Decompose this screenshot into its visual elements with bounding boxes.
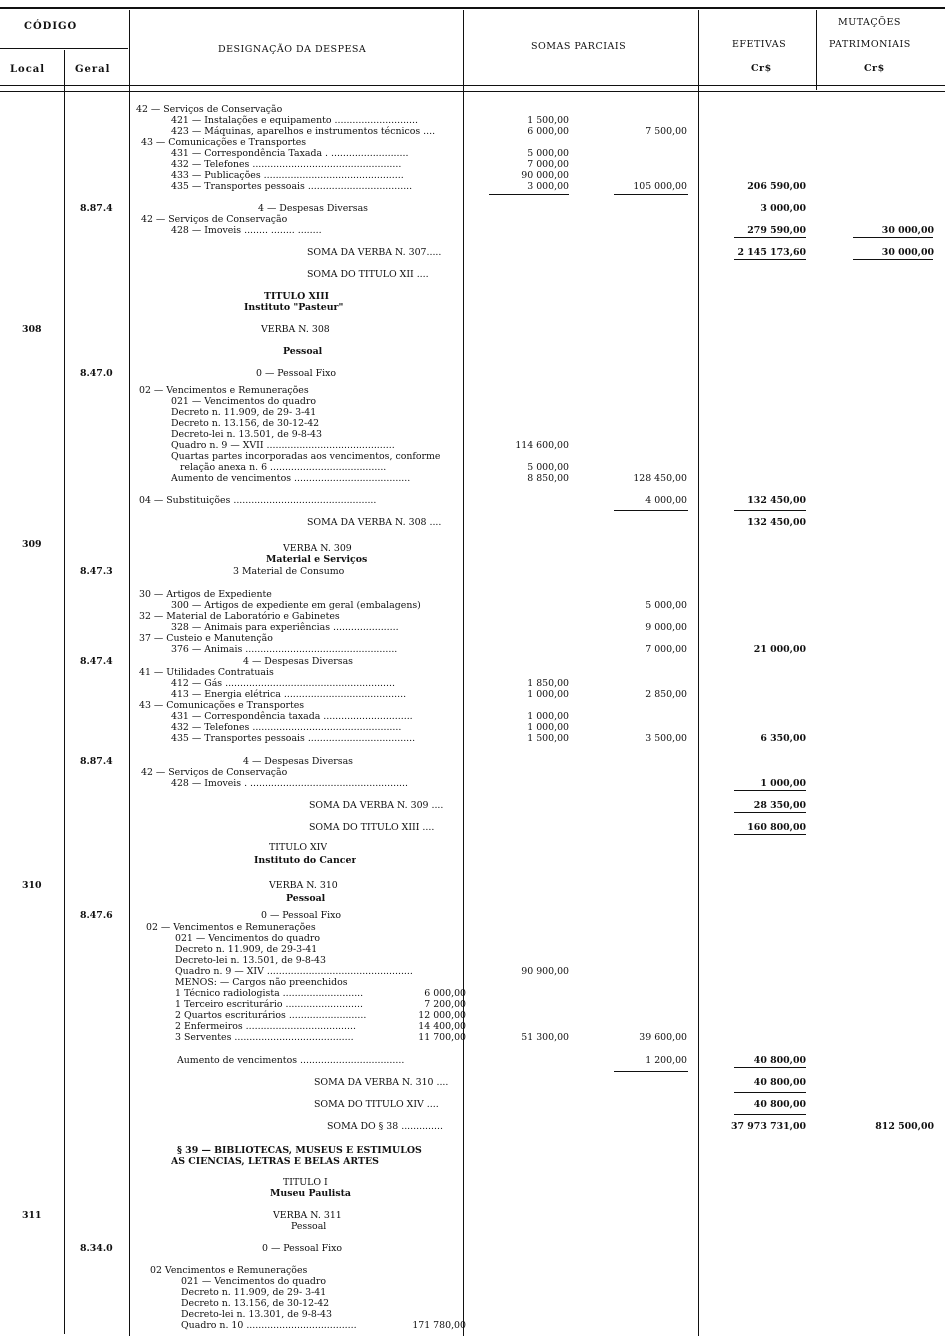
effective-value: 40 800,00 bbox=[753, 1077, 806, 1088]
partial-sum-2: 7 500,00 bbox=[645, 126, 687, 137]
expense-description: 3 Material de Consumo bbox=[233, 566, 345, 577]
expense-description: 1 Terceiro escriturário .......................... bbox=[175, 999, 363, 1010]
mutacoes-unit: Cr$ bbox=[864, 63, 885, 74]
expense-description: 1 Técnico radiologista ........................... bbox=[175, 988, 364, 999]
somas-parciais-header: SOMAS PARCIAIS bbox=[531, 41, 627, 52]
patrimonial-value: 812 500,00 bbox=[875, 1121, 934, 1132]
geral-code: 8.47.6 bbox=[80, 910, 113, 921]
geral-header: Geral bbox=[75, 64, 111, 75]
efetivas-header: EFETIVAS bbox=[732, 39, 787, 50]
deduction-value: 12 000,00 bbox=[418, 1010, 466, 1021]
partial-sum-1: 6 000,00 bbox=[527, 126, 569, 137]
expense-description: TITULO XIII bbox=[264, 291, 329, 302]
effective-value: 40 800,00 bbox=[753, 1099, 806, 1110]
expense-description: 0 — Pessoal Fixo bbox=[261, 910, 342, 921]
geral-desig-divider bbox=[129, 10, 130, 1336]
geral-code: 8.34.0 bbox=[80, 1243, 113, 1254]
expense-description: 43 — Comunicações e Transportes bbox=[141, 137, 307, 148]
mutacoes-header-2: PATRIMONIAIS bbox=[829, 39, 911, 50]
expense-description: 42 — Serviços de Conservação bbox=[141, 214, 288, 225]
expense-description: Decreto-lei n. 13.301, de 9-8-43 bbox=[181, 1309, 332, 1320]
sum-rule bbox=[489, 194, 569, 195]
sum-rule bbox=[853, 259, 933, 260]
expense-description: 4 — Despesas Diversas bbox=[243, 756, 353, 767]
designacao-header: DESIGNAÇÃO DA DESPESA bbox=[218, 44, 367, 55]
efetivas-unit: Cr$ bbox=[751, 63, 772, 74]
effective-value: 3 000,00 bbox=[760, 203, 806, 214]
expense-description: 30 — Artigos de Expediente bbox=[139, 589, 272, 600]
partial-sum-2: 2 850,00 bbox=[645, 689, 687, 700]
expense-description: Decreto n. 11.909, de 29- 3-41 bbox=[181, 1287, 327, 1298]
partial-sum-1: 5 000,00 bbox=[527, 148, 569, 159]
expense-description: Museu Paulista bbox=[270, 1188, 352, 1199]
efetivas-mutacoes-divider bbox=[816, 10, 817, 90]
expense-description: 2 Quartos escriturários .......................... bbox=[175, 1010, 367, 1021]
expense-description: AS CIENCIAS, LETRAS E BELAS ARTES bbox=[171, 1156, 379, 1167]
partial-sum-2: 4 000,00 bbox=[645, 495, 687, 506]
expense-description: Pessoal bbox=[286, 893, 326, 904]
expense-description: 428 — Imoveis ........ ........ ........ bbox=[171, 225, 322, 236]
partial-sum-1: 90 000,00 bbox=[521, 170, 569, 181]
expense-description: 32 — Material de Laboratório e Gabinetes bbox=[139, 611, 340, 622]
expense-description: 37 — Custeio e Manutenção bbox=[139, 633, 273, 644]
partial-sum-1: 7 000,00 bbox=[527, 159, 569, 170]
expense-description: 432 — Telefones .................................................. bbox=[171, 159, 402, 170]
effective-value: 37 973 731,00 bbox=[730, 1121, 806, 1132]
expense-description: 431 — Correspondência Taxada . .......................... bbox=[171, 148, 409, 159]
geral-code: 8.47.3 bbox=[80, 566, 113, 577]
expense-description: 42 — Serviços de Conservação bbox=[141, 767, 288, 778]
partial-sum-2: 1 200,00 bbox=[645, 1055, 687, 1066]
expense-description: Quadro n. 9 — XIV ................................................. bbox=[175, 966, 413, 977]
expense-description: § 39 — BIBLIOTECAS, MUSEUS E ESTIMULOS bbox=[177, 1145, 422, 1156]
effective-value: 132 450,00 bbox=[747, 517, 806, 528]
expense-description: 021 — Vencimentos do quadro bbox=[171, 396, 317, 407]
geral-code: 8.47.0 bbox=[80, 368, 113, 379]
effective-value: 21 000,00 bbox=[753, 644, 806, 655]
expense-description: 328 — Animais para experiências ...................... bbox=[171, 622, 399, 633]
effective-value: 6 350,00 bbox=[760, 733, 806, 744]
partial-sum-2: 5 000,00 bbox=[645, 600, 687, 611]
deduction-value: 14 400,00 bbox=[418, 1021, 466, 1032]
expense-description: Decreto-lei n. 13.501, de 9-8-43 bbox=[171, 429, 322, 440]
partial-sum-1: 51 300,00 bbox=[521, 1032, 569, 1043]
expense-description: SOMA DA VERBA N. 310 .... bbox=[314, 1077, 449, 1088]
effective-value: 279 590,00 bbox=[747, 225, 806, 236]
expense-description: relação anexa n. 6 ....................................... bbox=[180, 462, 387, 473]
effective-value: 40 800,00 bbox=[753, 1055, 806, 1066]
expense-description: 0 — Pessoal Fixo bbox=[262, 1243, 343, 1254]
sum-rule bbox=[734, 1092, 806, 1093]
expense-description: Decreto n. 13.156, de 30-12-42 bbox=[171, 418, 320, 429]
expense-description: 021 — Vencimentos do quadro bbox=[175, 933, 321, 944]
expense-description: 435 — Transportes pessoais ................................... bbox=[171, 181, 413, 192]
deduction-value: 171 780,00 bbox=[412, 1320, 466, 1331]
expense-description: SOMA DA VERBA N. 308 .... bbox=[307, 517, 442, 528]
expense-description: Quadro n. 10 ..................................... bbox=[181, 1320, 357, 1331]
expense-description: SOMA DO § 38 .............. bbox=[327, 1121, 443, 1132]
deduction-value: 6 000,00 bbox=[424, 988, 466, 999]
header-bottom-rule-2 bbox=[0, 91, 945, 92]
sum-rule bbox=[734, 237, 806, 238]
expense-description: VERBA N. 309 bbox=[283, 543, 352, 554]
expense-description: Material e Serviços bbox=[266, 554, 368, 565]
expense-description: Quadro n. 9 — XVII ........................................... bbox=[171, 440, 395, 451]
expense-description: 4 — Despesas Diversas bbox=[243, 656, 353, 667]
expense-description: Instituto "Pasteur" bbox=[244, 302, 344, 313]
sum-rule bbox=[614, 1071, 688, 1072]
expense-description: 0 — Pessoal Fixo bbox=[256, 368, 337, 379]
sum-rule bbox=[734, 790, 806, 791]
expense-description: VERBA N. 311 bbox=[273, 1210, 342, 1221]
sum-rule bbox=[614, 194, 688, 195]
partial-sum-2: 105 000,00 bbox=[633, 181, 687, 192]
partial-sum-2: 3 500,00 bbox=[645, 733, 687, 744]
expense-description: 433 — Publicações ............................................... bbox=[171, 170, 404, 181]
expense-description: 421 — Instalações e equipamento ............................ bbox=[171, 115, 418, 126]
expense-description: 435 — Transportes pessoais .................................... bbox=[171, 733, 416, 744]
expense-description: 4 — Despesas Diversas bbox=[258, 203, 368, 214]
local-code: 311 bbox=[22, 1210, 42, 1221]
header-top-rule bbox=[0, 7, 945, 9]
partial-sum-2: 9 000,00 bbox=[645, 622, 687, 633]
expense-description: VERBA N. 310 bbox=[269, 880, 338, 891]
partial-sum-1: 1 500,00 bbox=[527, 115, 569, 126]
partial-sum-1: 8 850,00 bbox=[527, 473, 569, 484]
expense-description: Pessoal bbox=[291, 1221, 327, 1232]
expense-description: 2 Enfermeiros ..................................... bbox=[175, 1021, 356, 1032]
expense-description: 412 — Gás ......................................................... bbox=[171, 678, 395, 689]
partial-sum-1: 1 000,00 bbox=[527, 722, 569, 733]
expense-description: Decreto n. 13.156, de 30-12-42 bbox=[181, 1298, 330, 1309]
expense-description: SOMA DO TITULO XII .... bbox=[307, 269, 429, 280]
sum-rule bbox=[734, 812, 806, 813]
expense-description: Aumento de vencimentos ................................... bbox=[177, 1055, 405, 1066]
geral-code: 8.87.4 bbox=[80, 756, 113, 767]
sum-rule bbox=[734, 259, 806, 260]
local-code: 308 bbox=[22, 324, 42, 335]
expense-description: 413 — Energia elétrica ......................................... bbox=[171, 689, 407, 700]
expense-description: 43 — Comunicações e Transportes bbox=[139, 700, 305, 711]
partial-sum-1: 90 900,00 bbox=[521, 966, 569, 977]
expense-description: SOMA DO TITULO XIV .... bbox=[314, 1099, 439, 1110]
partial-sum-1: 1 000,00 bbox=[527, 689, 569, 700]
expense-description: Aumento de vencimentos ....................................... bbox=[171, 473, 411, 484]
expense-description: 02 Vencimentos e Remunerações bbox=[150, 1265, 308, 1276]
somas-efetivas-divider bbox=[698, 10, 699, 1336]
partial-sum-2: 7 000,00 bbox=[645, 644, 687, 655]
expense-description: 42 — Serviços de Conservação bbox=[136, 104, 283, 115]
partial-sum-2: 128 450,00 bbox=[633, 473, 687, 484]
expense-description: 423 — Máquinas, aparelhos e instrumentos técnicos .... bbox=[171, 126, 436, 137]
local-code: 309 bbox=[22, 539, 42, 550]
expense-description: Instituto do Cancer bbox=[254, 855, 357, 866]
expense-description: SOMA DA VERBA N. 309 .... bbox=[309, 800, 444, 811]
expense-description: TITULO XIV bbox=[269, 842, 328, 853]
codigo-divider bbox=[0, 48, 128, 49]
geral-code: 8.47.4 bbox=[80, 656, 113, 667]
expense-description: MENOS: — Cargos não preenchidos bbox=[175, 977, 348, 988]
partial-sum-1: 3 000,00 bbox=[527, 181, 569, 192]
sum-rule bbox=[734, 1114, 806, 1115]
local-header: Local bbox=[10, 64, 46, 75]
expense-description: 428 — Imoveis . ..................................................... bbox=[171, 778, 409, 789]
deduction-value: 11 700,00 bbox=[418, 1032, 466, 1043]
expense-description: 432 — Telefones .................................................. bbox=[171, 722, 402, 733]
desig-somas-divider bbox=[463, 10, 464, 1336]
geral-code: 8.87.4 bbox=[80, 203, 113, 214]
mutacoes-header-1: MUTAÇÕES bbox=[838, 17, 901, 28]
sum-rule bbox=[734, 510, 806, 511]
effective-value: 2 145 173,60 bbox=[737, 247, 806, 258]
local-code: 310 bbox=[22, 880, 42, 891]
effective-value: 160 800,00 bbox=[747, 822, 806, 833]
expense-description: SOMA DO TITULO XIII .... bbox=[309, 822, 435, 833]
sum-rule bbox=[734, 834, 806, 835]
partial-sum-2: 39 600,00 bbox=[639, 1032, 687, 1043]
effective-value: 28 350,00 bbox=[753, 800, 806, 811]
expense-description: SOMA DA VERBA N. 307..... bbox=[307, 247, 442, 258]
effective-value: 206 590,00 bbox=[747, 181, 806, 192]
expense-description: VERBA N. 308 bbox=[261, 324, 330, 335]
expense-description: 04 — Substituições ................................................ bbox=[139, 495, 377, 506]
patrimonial-value: 30 000,00 bbox=[881, 225, 934, 236]
expense-description: Decreto-lei n. 13.501, de 9-8-43 bbox=[175, 955, 326, 966]
expense-description: Pessoal bbox=[283, 346, 323, 357]
partial-sum-1: 114 600,00 bbox=[515, 440, 569, 451]
codigo-header: CÓDIGO bbox=[24, 21, 78, 32]
sum-rule bbox=[853, 237, 933, 238]
partial-sum-1: 5 000,00 bbox=[527, 462, 569, 473]
partial-sum-1: 1 850,00 bbox=[527, 678, 569, 689]
effective-value: 1 000,00 bbox=[760, 778, 806, 789]
partial-sum-1: 1 000,00 bbox=[527, 711, 569, 722]
expense-description: Decreto n. 11.909, de 29-3-41 bbox=[175, 944, 318, 955]
expense-description: 02 — Vencimentos e Remunerações bbox=[139, 385, 309, 396]
expense-description: 41 — Utilidades Contratuais bbox=[139, 667, 274, 678]
local-geral-divider bbox=[64, 50, 65, 1334]
partial-sum-1: 1 500,00 bbox=[527, 733, 569, 744]
sum-rule bbox=[614, 510, 688, 511]
expense-description: 02 — Vencimentos e Remunerações bbox=[146, 922, 316, 933]
expense-description: 300 — Artigos de expediente em geral (embalagens) bbox=[171, 600, 421, 611]
expense-description: 431 — Correspondência taxada .............................. bbox=[171, 711, 413, 722]
expense-description: Quartas partes incorporadas aos vencimentos, conforme bbox=[171, 451, 441, 462]
expense-description: TITULO I bbox=[283, 1177, 328, 1188]
effective-value: 132 450,00 bbox=[747, 495, 806, 506]
expense-description: Decreto n. 11.909, de 29- 3-41 bbox=[171, 407, 317, 418]
patrimonial-value: 30 000,00 bbox=[881, 247, 934, 258]
header-bottom-rule bbox=[0, 85, 945, 86]
sum-rule bbox=[734, 1067, 806, 1068]
expense-description: 021 — Vencimentos do quadro bbox=[181, 1276, 327, 1287]
expense-description: 376 — Animais ................................................... bbox=[171, 644, 398, 655]
deduction-value: 7 200,00 bbox=[424, 999, 466, 1010]
expense-description: 3 Serventes ........................................ bbox=[175, 1032, 354, 1043]
